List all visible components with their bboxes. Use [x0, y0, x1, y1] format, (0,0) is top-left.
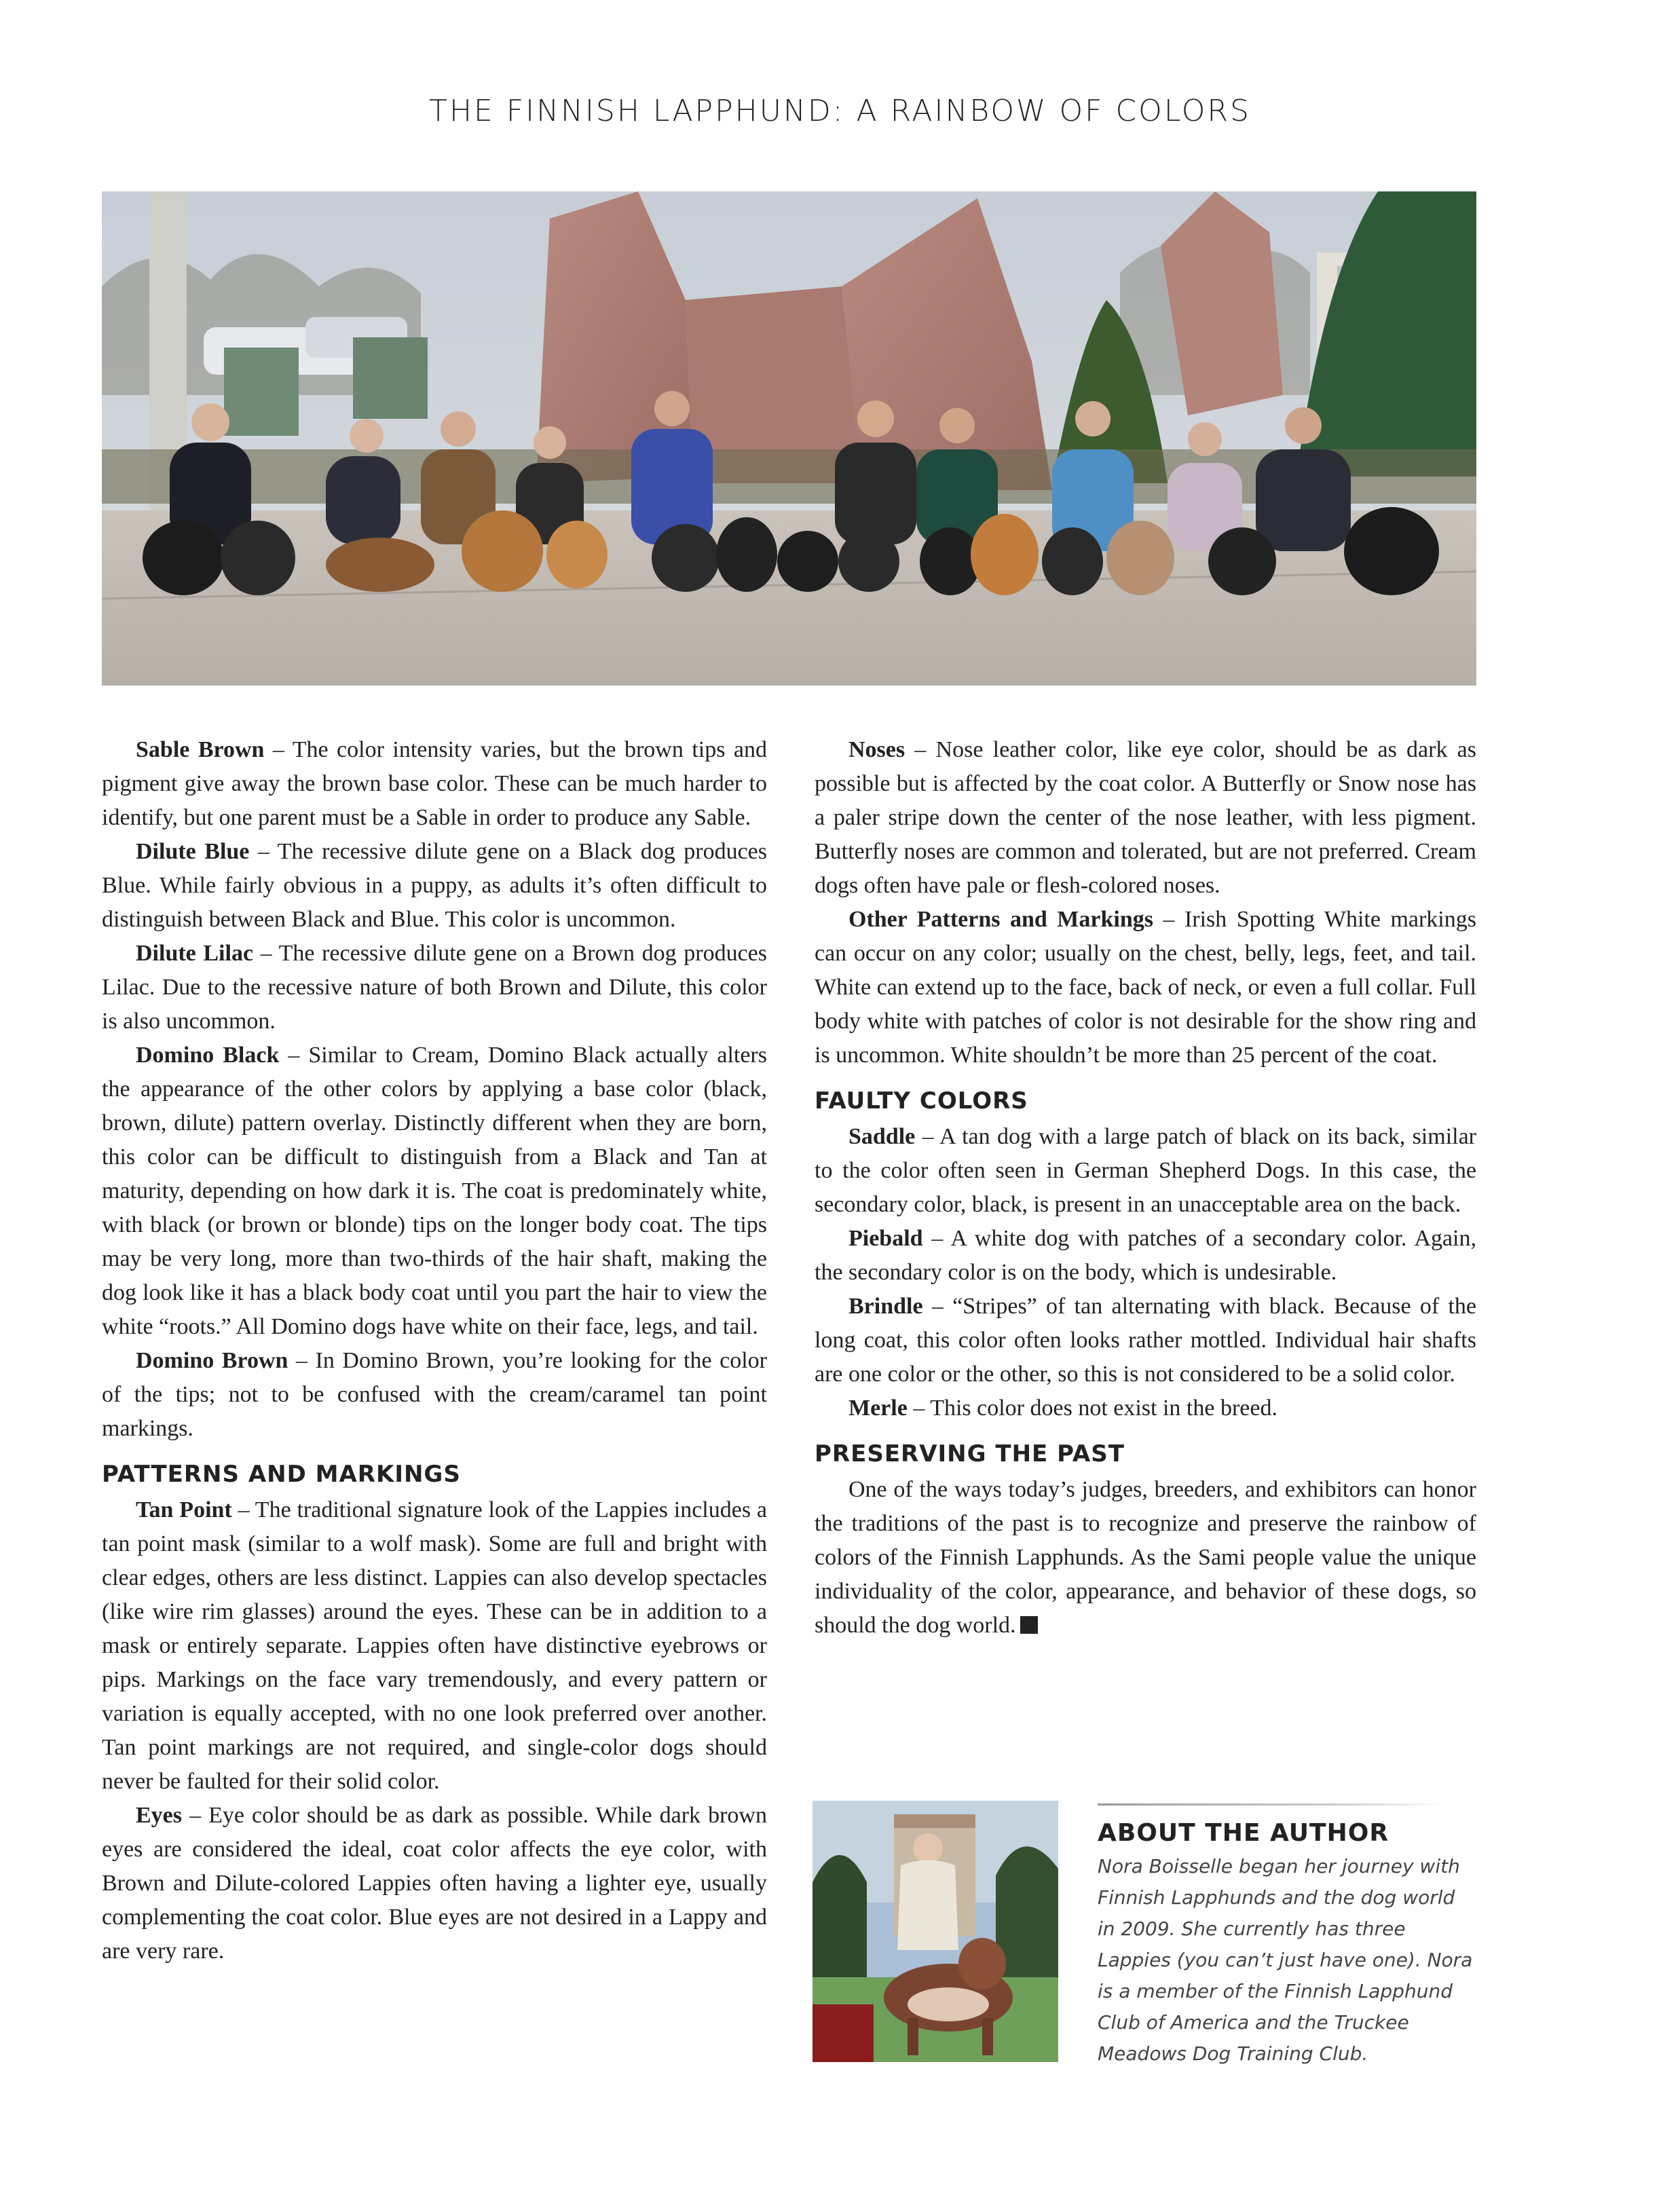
domino-black-text: – Similar to Cream, Domino Black actually alters the appearance of the other colors by applying a base color (black, brown, dilute) pattern overlay. Distinctly different when they are born, this color can be difficult to distinguish from a Black and Tan at maturity, depending on how dark it is. The coat is predominately white, with black (or brown or blonde) tips on the longer body coat. The tips may be very long, more than two-thirds of the hair shaft, making the dog look like it has a black body coat until you part the hair to view the white “roots.” All Domino dogs have white on their face, legs, and tail.: [102, 1043, 767, 1339]
author-bio: Nora Boisselle began her journey with Finnish Lapphunds and the dog world in 2009. She currently has three Lappies (you can’t just have one). Nora is a member of the Finnish Lapphund Club of America and the Truckee Meadows Dog Training Club.: [1098, 1855, 1473, 2065]
end-of-article-mark: [1020, 1616, 1038, 1634]
piebald-paragraph: [815, 1222, 1476, 1290]
tan-point-paragraph: [102, 1493, 767, 1799]
sable-brown-paragraph: [102, 733, 767, 835]
patterns-heading: PATTERNS AND MARKINGS: [102, 1461, 461, 1488]
brindle-paragraph: [815, 1290, 1476, 1391]
right-column: [815, 733, 1476, 1643]
group-photo: [102, 191, 1476, 686]
domino-brown-text: – In Domino Brown, you’re looking for the color of the tips; not to be confused with the cream/caramel tan point markings.: [102, 1348, 767, 1441]
dilute-blue-paragraph: [102, 835, 767, 937]
brindle-text: – “Stripes” of tan alternating with black. Because of the long coat, this color often looks rather mottled. Individual hair shafts are one color or the other, so this is not considered to be a solid color.: [815, 1294, 1476, 1387]
dilute-blue-text: – The recessive dilute gene on a Black dog produces Blue. While fairly obvious in a puppy, as adults it’s often difficult to distinguish between Black and Blue. This color is uncommon.: [102, 839, 767, 932]
term-noses: Noses: [848, 737, 906, 762]
noses-text: – Nose leather color, like eye color, should be as dark as possible but is affected by the coat color. A Butterfly or Snow nose has a paler stripe down the center of the nose leather, with less pigment. Butterfly noses are common and tolerated, but are not preferred. Cream dogs often have pale or flesh-colored noses.: [815, 737, 1476, 898]
other-patterns-paragraph: [815, 903, 1476, 1072]
sable-brown-text: – The color intensity varies, but the brown tips and pigment give away the brown base color. These can be much harder to identify, but one parent must be a Sable in order to produce any Sable.: [102, 737, 767, 830]
term-brindle: Brindle: [848, 1294, 923, 1319]
preserving-paragraph: [815, 1473, 1476, 1643]
dilute-lilac-text: – The recessive dilute gene on a Brown dog produces Lilac. Due to the recessive nature of both Brown and Dilute, this color is also uncommon.: [102, 941, 767, 1034]
term-eyes: Eyes: [136, 1803, 182, 1828]
eyes-paragraph: [102, 1799, 767, 1968]
merle-paragraph: [815, 1391, 1476, 1425]
term-piebald: Piebald: [848, 1226, 923, 1251]
term-tan-point: Tan Point: [136, 1497, 232, 1522]
preserving-heading: PRESERVING THE PAST: [815, 1440, 1125, 1467]
term-other-patterns: Other Patterns and Markings: [848, 907, 1153, 932]
term-dilute-blue: Dilute Blue: [136, 839, 250, 864]
noses-paragraph: [815, 733, 1476, 903]
eyes-text: – Eye color should be as dark as possible. While dark brown eyes are considered the ideal, coat color affects the eye color, with Brown and Dilute-colored Lappies often having a lighter eye, usually complementing the coat color. Blue eyes are not desired in a Lappy and are very rare.: [102, 1803, 767, 1964]
piebald-text: – A white dog with patches of a secondary color. Again, the secondary color is on the body, which is undesirable.: [815, 1226, 1476, 1285]
domino-black-paragraph: [102, 1039, 767, 1344]
author-photo: [813, 1801, 1058, 2062]
term-merle: Merle: [848, 1396, 908, 1421]
group-photo-illustration: [102, 191, 1476, 686]
running-title: THE FINNISH LAPPHUND: A RAINBOW OF COLORS: [429, 94, 1251, 128]
term-sable-brown: Sable Brown: [136, 737, 265, 762]
faulty-colors-heading: FAULTY COLORS: [815, 1087, 1028, 1115]
author-divider: [1098, 1803, 1444, 1806]
term-dilute-lilac: Dilute Lilac: [136, 941, 254, 966]
term-domino-black: Domino Black: [136, 1043, 280, 1068]
dilute-lilac-paragraph: [102, 937, 767, 1039]
merle-text: – This color does not exist in the breed.: [907, 1396, 1277, 1421]
other-patterns-text: – Irish Spotting White markings can occur on any color; usually on the chest, belly, legs, feet, and tail. White can extend up to the face, back of neck, or even a full collar. Full body white with patches of color is not desirable for the show ring and is uncommon. White shouldn’t be more than 25 percent of the coat.: [815, 907, 1476, 1068]
domino-brown-paragraph: [102, 1344, 767, 1446]
tan-point-text: – The traditional signature look of the Lappies includes a tan point mask (similar to a wolf mask). Some are full and bright with clear edges, others are less distinct. Lappies can also develop spectacles (like wire rim glasses) around the eyes. These can be in addition to a mask or entirely separate. Lappies often have distinctive eyebrows or pips. Markings on the face vary tremendously, and every pattern or variation is equally accepted, with no one look preferred over another. Tan point markings are not required, and single-color dogs should never be faulted for their solid color.: [102, 1497, 767, 1794]
about-author-heading: ABOUT THE AUTHOR: [1098, 1819, 1389, 1847]
term-saddle: Saddle: [848, 1124, 916, 1149]
saddle-text: – A tan dog with a large patch of black on its back, similar to the color often seen in German Shepherd Dogs. In this case, the secondary color, black, is present in an unacceptable area on the back.: [815, 1124, 1476, 1217]
left-column: [102, 733, 767, 1968]
author-photo-illustration: [813, 1801, 1058, 2062]
about-author-box: [1098, 1803, 1474, 2070]
term-domino-brown: Domino Brown: [136, 1348, 288, 1373]
preserving-text: One of the ways today’s judges, breeders, and exhibitors can honor the traditions of the past is to recognize and preserve the rainbow of colors of the Finnish Lapphunds. As the Sami people value the unique individuality of the color, appearance, and behavior of these dogs, so should the dog world.: [815, 1477, 1476, 1638]
saddle-paragraph: [815, 1120, 1476, 1222]
